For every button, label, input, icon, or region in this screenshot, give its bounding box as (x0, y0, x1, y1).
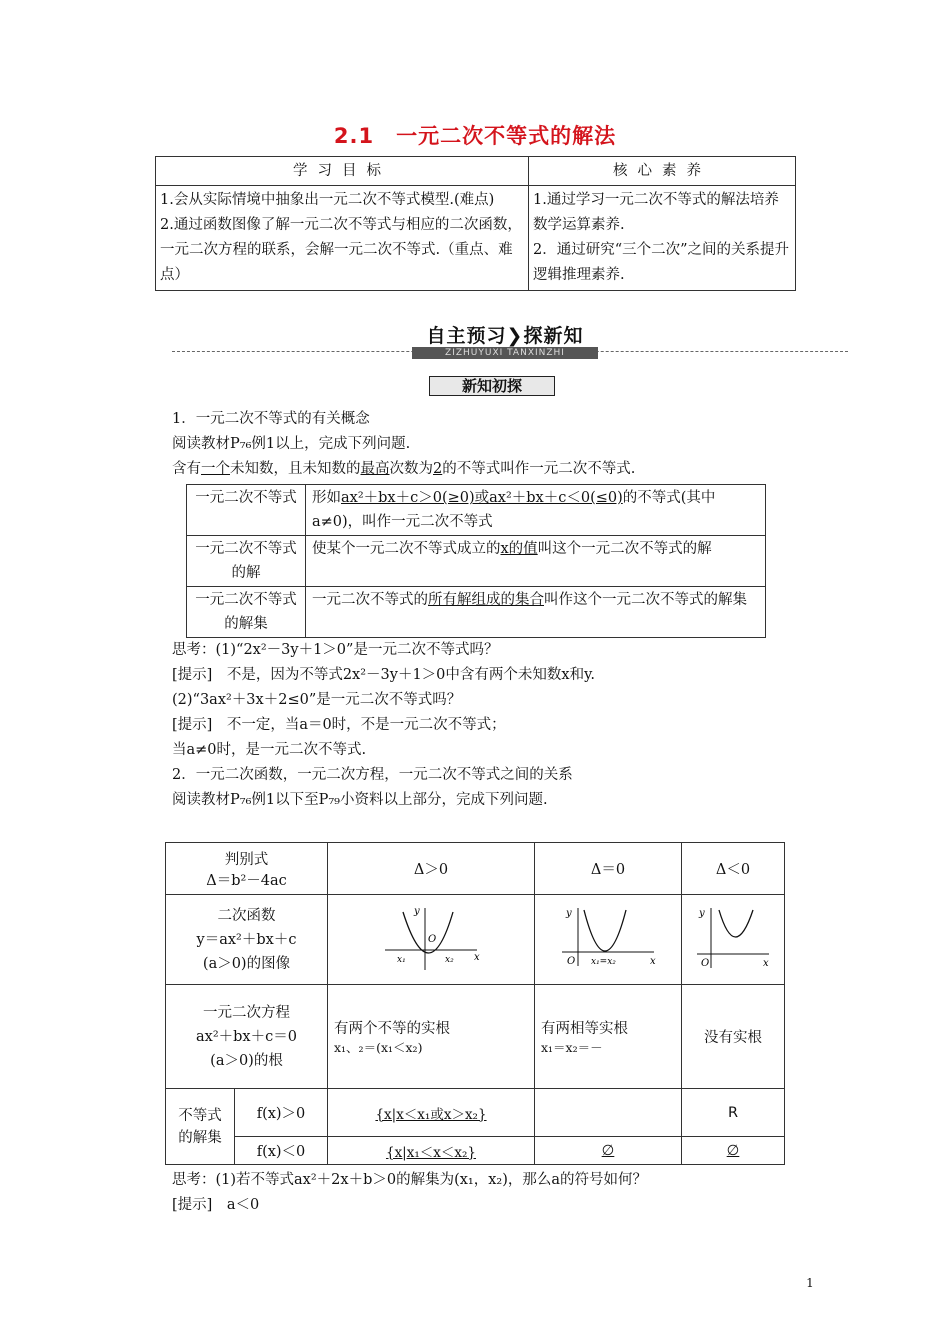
definition-cell: 一元二次不等式的所有解组成的集合叫作这个一元二次不等式的解集 (306, 587, 766, 638)
table-row (166, 1137, 785, 1165)
part2-heading: 2．一元二次函数，一元二次方程，一元二次不等式之间的关系 (172, 767, 573, 783)
definition-line: 含有一个未知数，且未知数的最高次数为2的不等式叫作一元二次不等式. (172, 461, 636, 477)
think1-line: [提示] 不是，因为不等式2x²－3y＋1＞0中含有两个未知数x和y. (172, 667, 595, 683)
disc-zero-cell: Δ＝0 (535, 843, 682, 895)
lt-neg-cell: ∅ (682, 1137, 785, 1165)
svg-text:O: O (567, 955, 576, 967)
root-neg-cell: 没有实根 (682, 985, 785, 1089)
svg-text:x₁: x₁ (397, 954, 406, 965)
svg-text:O: O (428, 933, 437, 945)
concept-table (186, 484, 766, 638)
relation-table (165, 842, 785, 1165)
section-banner (410, 321, 600, 357)
svg-text:y: y (566, 907, 572, 919)
table-row (166, 985, 785, 1089)
part2-read: 阅读教材P₇₆例1以下至P₇₉小资料以上部分，完成下列问题. (172, 792, 548, 808)
eq-label-cell: 一元二次方程 ax²＋bx＋c＝0 (a＞0)的根 (166, 985, 328, 1089)
think1-line: 当a≠0时，是一元二次不等式. (172, 742, 367, 758)
term-cell: 一元二次不等式的解 (187, 536, 306, 587)
table-row (166, 843, 785, 895)
term-cell: 一元二次不等式 (187, 485, 306, 536)
disc-label-cell: 判别式 Δ＝b²－4ac (166, 843, 328, 895)
think2-line: [提示] a＜0 (172, 1197, 260, 1213)
graph-zero-cell (535, 895, 682, 985)
think1-line: [提示] 不一定，当a＝0时，不是一元二次不等式； (172, 717, 506, 733)
objectives-left (156, 186, 529, 291)
lt-pos-cell: {x|x₁＜x＜x₂} (328, 1137, 535, 1165)
root-zero-cell: 有两相等实根 x₁＝x₂＝－ (535, 985, 682, 1089)
svg-text:y: y (414, 905, 420, 917)
func-label-cell: 二次函数 y＝ax²＋bx＋c (a＞0)的图像 (166, 895, 328, 985)
objective-item: 2.通过函数图像了解一元二次不等式与相应的二次函数，一元二次方程的联系，会解一元二次不等式.（重点、难点） (160, 217, 522, 283)
svg-text:x: x (474, 951, 480, 963)
page-number: 1 (806, 1276, 814, 1290)
part1-heading: 1．一元二次不等式的有关概念 (172, 411, 370, 427)
graph-neg-cell (682, 895, 785, 985)
svg-text:O: O (701, 957, 710, 969)
page-title: 2.1 一元二次不等式的解法 (333, 124, 617, 148)
ineq-label-cell: 不等式的解集 (166, 1089, 235, 1165)
literacy-item: 2．通过研究“三个二次”之间的关系提升逻辑推理素养. (533, 242, 790, 283)
gt-neg-cell: R (682, 1089, 785, 1137)
lt-label-cell: f(x)＜0 (235, 1137, 328, 1165)
think1-line: (2)“3ax²＋3x＋2≤0”是一元二次不等式吗？ (172, 692, 462, 708)
gt-pos-cell: {x|x＜x₁或x＞x₂} (328, 1089, 535, 1137)
think1-line: 思考：(1)“2x²－3y＋1＞0”是一元二次不等式吗？ (172, 642, 499, 658)
objective-item: 1.会从实际情境中抽象出一元二次不等式模型.(难点) (160, 192, 495, 208)
svg-text:x₂: x₂ (445, 954, 454, 965)
table-row (187, 587, 766, 638)
think2-line: 思考：(1)若不等式ax²＋2x＋b＞0的解集为(x₁，x₂)，那么a的符号如何？ (172, 1172, 648, 1188)
definition-cell: 使某个一元二次不等式成立的x的值叫这个一元二次不等式的解 (306, 536, 766, 587)
definition-cell: 形如ax²＋bx＋c＞0(≥0)或ax²＋bx＋c＜0(≤0)的不等式(其中a≠0)，叫作一元二次不等式 (306, 485, 766, 536)
gt-zero-cell (535, 1089, 682, 1137)
banner-subtitle: ZIZHUYUXI TANXINZHI (412, 347, 598, 359)
graph-pos-cell (328, 895, 535, 985)
svg-text:x₁=x₂: x₁=x₂ (591, 956, 616, 967)
objectives-head-right: 核心素养 (529, 157, 796, 186)
subsection-label (429, 376, 555, 396)
parabola-two-roots-graph (381, 904, 481, 972)
table-row (187, 485, 766, 536)
objectives-right (529, 186, 796, 291)
lt-zero-cell: ∅ (535, 1137, 682, 1165)
svg-text:x: x (763, 957, 769, 969)
disc-neg-cell: Δ＜0 (682, 843, 785, 895)
root-pos-cell: 有两个不等的实根 x₁、₂＝(x₁＜x₂) (328, 985, 535, 1089)
subsection-title: 新知初探 (461, 377, 522, 395)
svg-text:y: y (699, 907, 705, 919)
banner-title: 自主预习❯探新知 (426, 325, 584, 347)
literacy-item: 1.通过学习一元二次不等式的解法培养数学运算素养. (533, 192, 779, 233)
table-row (187, 536, 766, 587)
term-cell: 一元二次不等式的解集 (187, 587, 306, 638)
part1-read: 阅读教材P₇₆例1以上，完成下列问题. (172, 436, 411, 452)
objectives-head-left: 学习目标 (156, 157, 529, 186)
svg-text:x: x (650, 955, 656, 967)
table-row (166, 1089, 785, 1137)
parabola-no-root-graph (693, 904, 773, 972)
gt-label-cell: f(x)＞0 (235, 1089, 328, 1137)
parabola-one-root-graph (558, 904, 658, 972)
disc-pos-cell: Δ＞0 (328, 843, 535, 895)
table-row (166, 895, 785, 985)
objectives-table (155, 156, 796, 291)
